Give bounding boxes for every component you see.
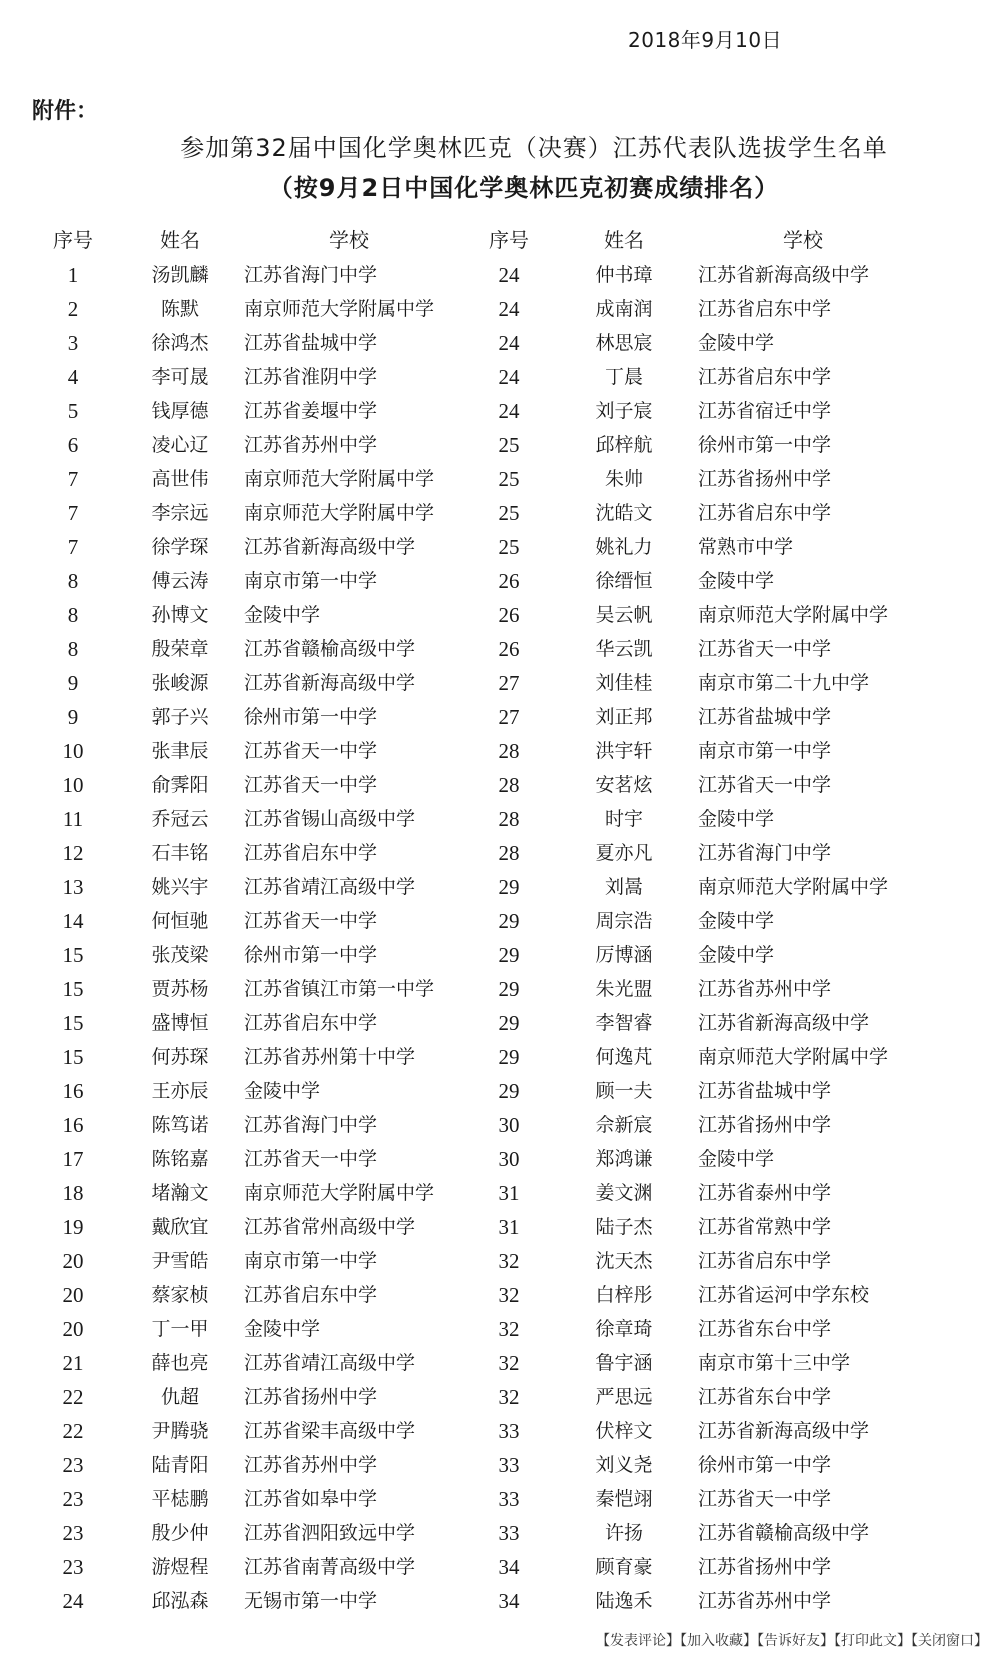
row-seq-right: 32 bbox=[498, 1317, 520, 1341]
row-seq-left: 9 bbox=[67, 671, 79, 695]
row-seq-left: 20 bbox=[62, 1249, 84, 1273]
table-row bbox=[0, 802, 1008, 836]
row-seq-right: 26 bbox=[498, 603, 520, 627]
row-seq-left: 21 bbox=[62, 1351, 84, 1375]
row-seq-right: 26 bbox=[498, 569, 520, 593]
row-seq-left: 7 bbox=[67, 467, 79, 491]
row-seq-left: 23 bbox=[62, 1521, 84, 1545]
header-school-right: 学校 bbox=[783, 228, 823, 252]
row-school-right: 江苏省苏州中学 bbox=[698, 1590, 832, 1612]
row-seq-left: 4 bbox=[67, 365, 79, 389]
row-seq-right: 28 bbox=[498, 773, 520, 797]
row-school-left: 江苏省扬州中学 bbox=[244, 1386, 378, 1408]
row-school-right: 江苏省扬州中学 bbox=[698, 1114, 832, 1136]
row-seq-left: 19 bbox=[62, 1215, 84, 1239]
table-row bbox=[0, 1346, 1008, 1380]
table-row bbox=[0, 1176, 1008, 1210]
row-school-left: 江苏省海门中学 bbox=[244, 264, 378, 286]
row-school-right: 江苏省常熟中学 bbox=[698, 1216, 832, 1238]
row-school-left: 江苏省梁丰高级中学 bbox=[244, 1420, 416, 1442]
row-name-right: 刘暠 bbox=[604, 876, 643, 898]
header-seq-left: 序号 bbox=[53, 228, 93, 252]
table-row bbox=[0, 1244, 1008, 1278]
row-school-right: 徐州市第一中学 bbox=[698, 1454, 832, 1476]
row-school-right: 南京市第二十九中学 bbox=[698, 672, 870, 694]
row-seq-right: 29 bbox=[498, 1079, 520, 1103]
row-seq-right: 32 bbox=[498, 1283, 520, 1307]
table-row bbox=[0, 1312, 1008, 1346]
row-school-left: 金陵中学 bbox=[244, 1318, 321, 1340]
row-name-right: 姚礼力 bbox=[595, 536, 653, 558]
row-seq-right: 29 bbox=[498, 875, 520, 899]
row-school-left: 江苏省启东中学 bbox=[244, 1012, 378, 1034]
row-name-right: 吴云帆 bbox=[595, 604, 653, 626]
row-school-left: 江苏省常州高级中学 bbox=[244, 1216, 416, 1238]
student-table bbox=[0, 222, 1008, 1618]
row-name-left: 薛也亮 bbox=[151, 1352, 209, 1374]
row-name-right: 姜文渊 bbox=[595, 1182, 653, 1204]
row-seq-left: 10 bbox=[62, 773, 84, 797]
row-seq-right: 27 bbox=[498, 671, 520, 695]
table-row bbox=[0, 1414, 1008, 1448]
row-seq-left: 15 bbox=[62, 977, 84, 1001]
row-name-right: 沈皓文 bbox=[595, 502, 653, 524]
row-name-right: 刘义尧 bbox=[595, 1454, 653, 1476]
row-name-right: 刘佳桂 bbox=[595, 672, 653, 694]
row-school-right: 江苏省新海高级中学 bbox=[698, 1420, 870, 1442]
row-seq-left: 11 bbox=[62, 807, 84, 831]
row-seq-left: 15 bbox=[62, 943, 84, 967]
table-row bbox=[0, 938, 1008, 972]
row-seq-left: 18 bbox=[62, 1181, 84, 1205]
row-seq-right: 29 bbox=[498, 943, 520, 967]
row-school-left: 江苏省天一中学 bbox=[244, 1148, 378, 1170]
table-row bbox=[0, 632, 1008, 666]
row-name-right: 伏梓文 bbox=[595, 1420, 653, 1442]
row-name-left: 何恒驰 bbox=[151, 910, 209, 932]
row-seq-right: 28 bbox=[498, 841, 520, 865]
row-name-left: 乔冠云 bbox=[151, 808, 209, 830]
row-name-left: 钱厚德 bbox=[151, 400, 209, 422]
row-name-left: 张聿辰 bbox=[151, 740, 209, 762]
row-name-left: 张峻源 bbox=[151, 672, 209, 694]
row-school-right: 江苏省新海高级中学 bbox=[698, 1012, 870, 1034]
table-row bbox=[0, 530, 1008, 564]
row-school-right: 江苏省盐城中学 bbox=[698, 706, 832, 728]
row-name-left: 徐鸿杰 bbox=[151, 332, 209, 354]
row-school-right: 南京师范大学附属中学 bbox=[698, 1046, 889, 1068]
row-name-left: 平梽鹏 bbox=[151, 1488, 209, 1510]
row-name-left: 石丰铭 bbox=[151, 842, 209, 864]
row-school-right: 江苏省启东中学 bbox=[698, 298, 832, 320]
table-row bbox=[0, 870, 1008, 904]
row-name-left: 殷少仲 bbox=[151, 1522, 209, 1544]
row-name-right: 李智睿 bbox=[595, 1012, 653, 1034]
document-title: 参加第32届中国化学奥林匹克（决赛）江苏代表队选拔学生名单 bbox=[180, 134, 888, 162]
row-school-left: 江苏省苏州中学 bbox=[244, 1454, 378, 1476]
row-seq-left: 8 bbox=[67, 603, 79, 627]
table-row bbox=[0, 1210, 1008, 1244]
table-row bbox=[0, 1278, 1008, 1312]
row-seq-right: 29 bbox=[498, 977, 520, 1001]
row-name-left: 邱泓森 bbox=[151, 1590, 209, 1612]
row-name-right: 邱梓航 bbox=[595, 434, 653, 456]
post-comment-link[interactable]: 【发表评论】 bbox=[596, 1633, 680, 1649]
row-name-right: 丁晨 bbox=[604, 366, 643, 388]
row-seq-right: 29 bbox=[498, 1045, 520, 1069]
table-row bbox=[0, 360, 1008, 394]
row-seq-left: 10 bbox=[62, 739, 84, 763]
row-name-right: 安茗炫 bbox=[595, 774, 653, 796]
table-row bbox=[0, 972, 1008, 1006]
row-school-right: 江苏省宿迁中学 bbox=[698, 400, 832, 422]
row-name-right: 时宇 bbox=[604, 808, 643, 830]
row-seq-right: 33 bbox=[498, 1453, 520, 1477]
row-school-right: 江苏省海门中学 bbox=[698, 842, 832, 864]
row-school-left: 江苏省苏州中学 bbox=[244, 434, 378, 456]
row-seq-right: 32 bbox=[498, 1249, 520, 1273]
row-school-right: 江苏省扬州中学 bbox=[698, 1556, 832, 1578]
row-school-left: 江苏省南菁高级中学 bbox=[244, 1556, 416, 1578]
row-school-left: 江苏省盐城中学 bbox=[244, 332, 378, 354]
row-name-left: 丁一甲 bbox=[151, 1318, 209, 1340]
row-seq-right: 30 bbox=[498, 1113, 520, 1137]
row-name-left: 仇超 bbox=[160, 1386, 199, 1408]
row-name-left: 李宗远 bbox=[151, 502, 209, 524]
row-school-left: 南京师范大学附属中学 bbox=[244, 502, 435, 524]
row-school-left: 南京师范大学附属中学 bbox=[244, 468, 435, 490]
table-row bbox=[0, 496, 1008, 530]
row-name-left: 盛博恒 bbox=[151, 1012, 209, 1034]
row-school-left: 江苏省锡山高级中学 bbox=[244, 808, 416, 830]
row-school-left: 江苏省赣榆高级中学 bbox=[244, 638, 416, 660]
row-school-right: 金陵中学 bbox=[698, 910, 775, 932]
row-school-right: 江苏省天一中学 bbox=[698, 1488, 832, 1510]
table-row bbox=[0, 1584, 1008, 1618]
table-row bbox=[0, 258, 1008, 292]
row-name-left: 孙博文 bbox=[151, 604, 209, 626]
row-school-left: 徐州市第一中学 bbox=[244, 944, 378, 966]
row-school-right: 南京师范大学附属中学 bbox=[698, 876, 889, 898]
header-seq-right: 序号 bbox=[489, 228, 529, 252]
row-school-left: 江苏省镇江市第一中学 bbox=[244, 978, 435, 1000]
row-name-right: 顾一夫 bbox=[595, 1080, 653, 1102]
row-seq-right: 34 bbox=[498, 1555, 520, 1579]
row-seq-right: 28 bbox=[498, 807, 520, 831]
row-name-right: 仲书璋 bbox=[595, 264, 653, 286]
row-name-left: 游煜程 bbox=[151, 1556, 209, 1578]
row-school-left: 金陵中学 bbox=[244, 604, 321, 626]
row-name-right: 洪宇轩 bbox=[595, 740, 653, 762]
row-name-right: 华云凯 bbox=[595, 638, 653, 660]
row-seq-left: 23 bbox=[62, 1487, 84, 1511]
row-school-left: 江苏省天一中学 bbox=[244, 910, 378, 932]
row-school-right: 江苏省扬州中学 bbox=[698, 468, 832, 490]
row-seq-right: 26 bbox=[498, 637, 520, 661]
row-name-right: 严思远 bbox=[595, 1386, 653, 1408]
row-school-right: 江苏省东台中学 bbox=[698, 1318, 832, 1340]
row-school-left: 无锡市第一中学 bbox=[244, 1590, 378, 1612]
row-school-right: 金陵中学 bbox=[698, 808, 775, 830]
table-row bbox=[0, 1550, 1008, 1584]
row-school-right: 江苏省盐城中学 bbox=[698, 1080, 832, 1102]
row-name-left: 张茂梁 bbox=[151, 944, 209, 966]
row-name-left: 汤凯麟 bbox=[151, 264, 209, 286]
row-seq-left: 2 bbox=[67, 297, 79, 321]
attachment-label: 附件： bbox=[32, 99, 99, 124]
row-name-left: 贾苏杨 bbox=[151, 978, 209, 1000]
row-school-left: 南京市第一中学 bbox=[244, 570, 378, 592]
row-seq-left: 22 bbox=[62, 1385, 84, 1409]
row-name-right: 沈天杰 bbox=[595, 1250, 653, 1272]
row-name-right: 徐章琦 bbox=[595, 1318, 653, 1340]
row-school-right: 江苏省天一中学 bbox=[698, 638, 832, 660]
row-seq-left: 22 bbox=[62, 1419, 84, 1443]
row-school-right: 金陵中学 bbox=[698, 570, 775, 592]
table-row bbox=[0, 1448, 1008, 1482]
table-header-row bbox=[0, 222, 1008, 258]
row-school-right: 金陵中学 bbox=[698, 332, 775, 354]
row-name-left: 郭子兴 bbox=[151, 706, 209, 728]
row-seq-left: 7 bbox=[67, 535, 79, 559]
row-school-left: 江苏省启东中学 bbox=[244, 1284, 378, 1306]
row-school-left: 江苏省新海高级中学 bbox=[244, 536, 416, 558]
row-name-right: 刘子宸 bbox=[595, 400, 653, 422]
row-name-left: 蔡家桢 bbox=[151, 1284, 209, 1306]
row-name-left: 尹雪皓 bbox=[151, 1250, 209, 1272]
table-row bbox=[0, 1380, 1008, 1414]
row-seq-left: 14 bbox=[62, 909, 84, 933]
row-name-left: 傅云涛 bbox=[151, 570, 209, 592]
row-name-left: 徐学琛 bbox=[151, 536, 209, 558]
row-name-right: 朱光盟 bbox=[595, 978, 653, 1000]
tell-friend-link[interactable]: 【告诉好友】 bbox=[757, 1633, 834, 1649]
row-seq-right: 29 bbox=[498, 1011, 520, 1035]
row-school-left: 江苏省如皋中学 bbox=[244, 1488, 378, 1510]
row-school-left: 江苏省苏州第十中学 bbox=[244, 1046, 416, 1068]
row-seq-right: 28 bbox=[498, 739, 520, 763]
row-seq-right: 25 bbox=[498, 433, 520, 457]
row-school-left: 江苏省海门中学 bbox=[244, 1114, 378, 1136]
row-seq-left: 16 bbox=[62, 1079, 84, 1103]
row-name-left: 姚兴宇 bbox=[151, 876, 209, 898]
row-name-left: 俞霁阳 bbox=[151, 774, 209, 796]
row-name-right: 林思宸 bbox=[595, 332, 653, 354]
row-school-left: 江苏省靖江高级中学 bbox=[244, 1352, 416, 1374]
row-seq-left: 7 bbox=[67, 501, 79, 525]
row-school-left: 江苏省泗阳致远中学 bbox=[244, 1522, 416, 1544]
row-name-right: 白梓彤 bbox=[595, 1284, 653, 1306]
row-name-left: 陆青阳 bbox=[151, 1454, 209, 1476]
row-seq-right: 27 bbox=[498, 705, 520, 729]
table-row bbox=[0, 1006, 1008, 1040]
row-school-right: 江苏省启东中学 bbox=[698, 502, 832, 524]
table-row bbox=[0, 326, 1008, 360]
row-school-right: 常熟市中学 bbox=[698, 536, 794, 558]
row-seq-left: 8 bbox=[67, 569, 79, 593]
row-name-right: 佘新宸 bbox=[595, 1114, 653, 1136]
row-seq-right: 24 bbox=[498, 331, 520, 355]
table-row bbox=[0, 292, 1008, 326]
row-name-left: 尹腾骁 bbox=[151, 1420, 209, 1442]
row-name-right: 顾育豪 bbox=[595, 1556, 653, 1578]
row-school-right: 南京市第一中学 bbox=[698, 740, 832, 762]
row-school-right: 江苏省苏州中学 bbox=[698, 978, 832, 1000]
row-school-right: 江苏省天一中学 bbox=[698, 774, 832, 796]
row-seq-left: 23 bbox=[62, 1555, 84, 1579]
row-name-right: 何逸芃 bbox=[595, 1046, 653, 1068]
row-seq-right: 24 bbox=[498, 297, 520, 321]
row-school-right: 徐州市第一中学 bbox=[698, 434, 832, 456]
row-name-right: 成南润 bbox=[595, 298, 653, 320]
row-school-right: 金陵中学 bbox=[698, 944, 775, 966]
footer-links bbox=[596, 1630, 988, 1650]
row-seq-right: 25 bbox=[498, 467, 520, 491]
row-school-right: 金陵中学 bbox=[698, 1148, 775, 1170]
table-row bbox=[0, 598, 1008, 632]
table-row bbox=[0, 904, 1008, 938]
row-name-right: 秦恺翊 bbox=[595, 1488, 653, 1510]
row-school-left: 徐州市第一中学 bbox=[244, 706, 378, 728]
row-name-left: 殷荣章 bbox=[151, 638, 209, 660]
row-school-left: 江苏省天一中学 bbox=[244, 740, 378, 762]
row-seq-left: 20 bbox=[62, 1317, 84, 1341]
row-school-left: 南京师范大学附属中学 bbox=[244, 1182, 435, 1204]
row-seq-left: 8 bbox=[67, 637, 79, 661]
row-seq-left: 17 bbox=[62, 1147, 84, 1171]
row-name-left: 高世伟 bbox=[151, 468, 209, 490]
row-school-right: 江苏省赣榆高级中学 bbox=[698, 1522, 870, 1544]
row-school-right: 江苏省泰州中学 bbox=[698, 1182, 832, 1204]
table-row bbox=[0, 1074, 1008, 1108]
row-seq-left: 15 bbox=[62, 1045, 84, 1069]
header-name-left: 姓名 bbox=[160, 228, 200, 252]
row-seq-right: 33 bbox=[498, 1487, 520, 1511]
row-seq-left: 20 bbox=[62, 1283, 84, 1307]
table-row bbox=[0, 1482, 1008, 1516]
document-date: 2018年9月10日 bbox=[628, 28, 783, 52]
row-seq-right: 33 bbox=[498, 1521, 520, 1545]
table-row bbox=[0, 564, 1008, 598]
row-name-right: 周宗浩 bbox=[595, 910, 653, 932]
row-school-right: 江苏省新海高级中学 bbox=[698, 264, 870, 286]
table-row bbox=[0, 700, 1008, 734]
row-school-left: 南京市第一中学 bbox=[244, 1250, 378, 1272]
table-row bbox=[0, 394, 1008, 428]
row-name-right: 夏亦凡 bbox=[595, 842, 653, 864]
row-seq-left: 1 bbox=[67, 263, 79, 287]
row-school-left: 江苏省新海高级中学 bbox=[244, 672, 416, 694]
row-name-left: 何苏琛 bbox=[151, 1046, 209, 1068]
row-seq-right: 29 bbox=[498, 909, 520, 933]
row-name-right: 陆子杰 bbox=[595, 1216, 653, 1238]
row-name-left: 陈默 bbox=[160, 298, 199, 320]
row-name-right: 徐缙恒 bbox=[595, 570, 653, 592]
row-seq-right: 31 bbox=[498, 1181, 520, 1205]
row-name-left: 凌心辽 bbox=[151, 434, 209, 456]
add-favorite-link[interactable]: 【加入收藏】 bbox=[680, 1633, 757, 1649]
print-article-link[interactable]: 【打印此文】 bbox=[834, 1633, 911, 1649]
row-school-right: 南京师范大学附属中学 bbox=[698, 604, 889, 626]
row-school-left: 南京师范大学附属中学 bbox=[244, 298, 435, 320]
table-body bbox=[0, 258, 1008, 1618]
row-seq-right: 24 bbox=[498, 263, 520, 287]
row-school-right: 江苏省启东中学 bbox=[698, 366, 832, 388]
table-row bbox=[0, 1108, 1008, 1142]
row-name-left: 陈笃诺 bbox=[151, 1114, 209, 1136]
row-school-right: 江苏省东台中学 bbox=[698, 1386, 832, 1408]
row-seq-left: 24 bbox=[62, 1589, 84, 1613]
row-seq-right: 34 bbox=[498, 1589, 520, 1613]
row-name-left: 李可晟 bbox=[151, 366, 209, 388]
row-school-right: 南京市第十三中学 bbox=[698, 1352, 851, 1374]
row-school-right: 江苏省运河中学东校 bbox=[698, 1284, 870, 1306]
row-school-right: 江苏省启东中学 bbox=[698, 1250, 832, 1272]
row-seq-left: 12 bbox=[62, 841, 84, 865]
row-name-left: 堵瀚文 bbox=[151, 1182, 209, 1204]
row-school-left: 江苏省淮阴中学 bbox=[244, 366, 378, 388]
row-seq-right: 32 bbox=[498, 1351, 520, 1375]
row-name-right: 陆逸禾 bbox=[595, 1590, 653, 1612]
header-school-left: 学校 bbox=[329, 228, 369, 252]
table-row bbox=[0, 462, 1008, 496]
table-row bbox=[0, 428, 1008, 462]
row-seq-left: 5 bbox=[67, 399, 79, 423]
table-row bbox=[0, 1142, 1008, 1176]
row-name-left: 戴欣宜 bbox=[151, 1216, 209, 1238]
row-seq-left: 9 bbox=[67, 705, 79, 729]
row-name-left: 王亦辰 bbox=[151, 1080, 209, 1102]
row-name-right: 朱帅 bbox=[604, 468, 643, 490]
close-window-link[interactable]: 【关闭窗口】 bbox=[911, 1633, 988, 1649]
header-name-right: 姓名 bbox=[604, 228, 644, 252]
row-seq-right: 30 bbox=[498, 1147, 520, 1171]
row-seq-left: 16 bbox=[62, 1113, 84, 1137]
row-seq-left: 3 bbox=[67, 331, 79, 355]
row-seq-right: 32 bbox=[498, 1385, 520, 1409]
row-seq-left: 13 bbox=[62, 875, 84, 899]
table-row bbox=[0, 1040, 1008, 1074]
row-school-left: 江苏省靖江高级中学 bbox=[244, 876, 416, 898]
row-school-left: 江苏省天一中学 bbox=[244, 774, 378, 796]
row-school-left: 江苏省姜堰中学 bbox=[244, 400, 378, 422]
row-name-right: 郑鸿谦 bbox=[595, 1148, 653, 1170]
row-name-right: 许扬 bbox=[604, 1522, 643, 1544]
table-row bbox=[0, 836, 1008, 870]
row-seq-left: 6 bbox=[67, 433, 79, 457]
row-seq-right: 24 bbox=[498, 399, 520, 423]
table-row bbox=[0, 666, 1008, 700]
row-name-right: 鲁宇涵 bbox=[595, 1352, 653, 1374]
row-seq-right: 33 bbox=[498, 1419, 520, 1443]
table-row bbox=[0, 734, 1008, 768]
row-name-right: 刘正邦 bbox=[595, 706, 653, 728]
row-seq-left: 15 bbox=[62, 1011, 84, 1035]
table-row bbox=[0, 768, 1008, 802]
row-school-left: 金陵中学 bbox=[244, 1080, 321, 1102]
document-subtitle: （按9月2日中国化学奥林匹克初赛成绩排名） bbox=[268, 174, 780, 202]
row-seq-right: 25 bbox=[498, 501, 520, 525]
table-row bbox=[0, 1516, 1008, 1550]
row-name-right: 厉博涵 bbox=[595, 944, 653, 966]
row-school-left: 江苏省启东中学 bbox=[244, 842, 378, 864]
row-seq-right: 25 bbox=[498, 535, 520, 559]
row-seq-right: 31 bbox=[498, 1215, 520, 1239]
row-name-left: 陈铭嘉 bbox=[151, 1148, 209, 1170]
row-seq-right: 24 bbox=[498, 365, 520, 389]
row-seq-left: 23 bbox=[62, 1453, 84, 1477]
